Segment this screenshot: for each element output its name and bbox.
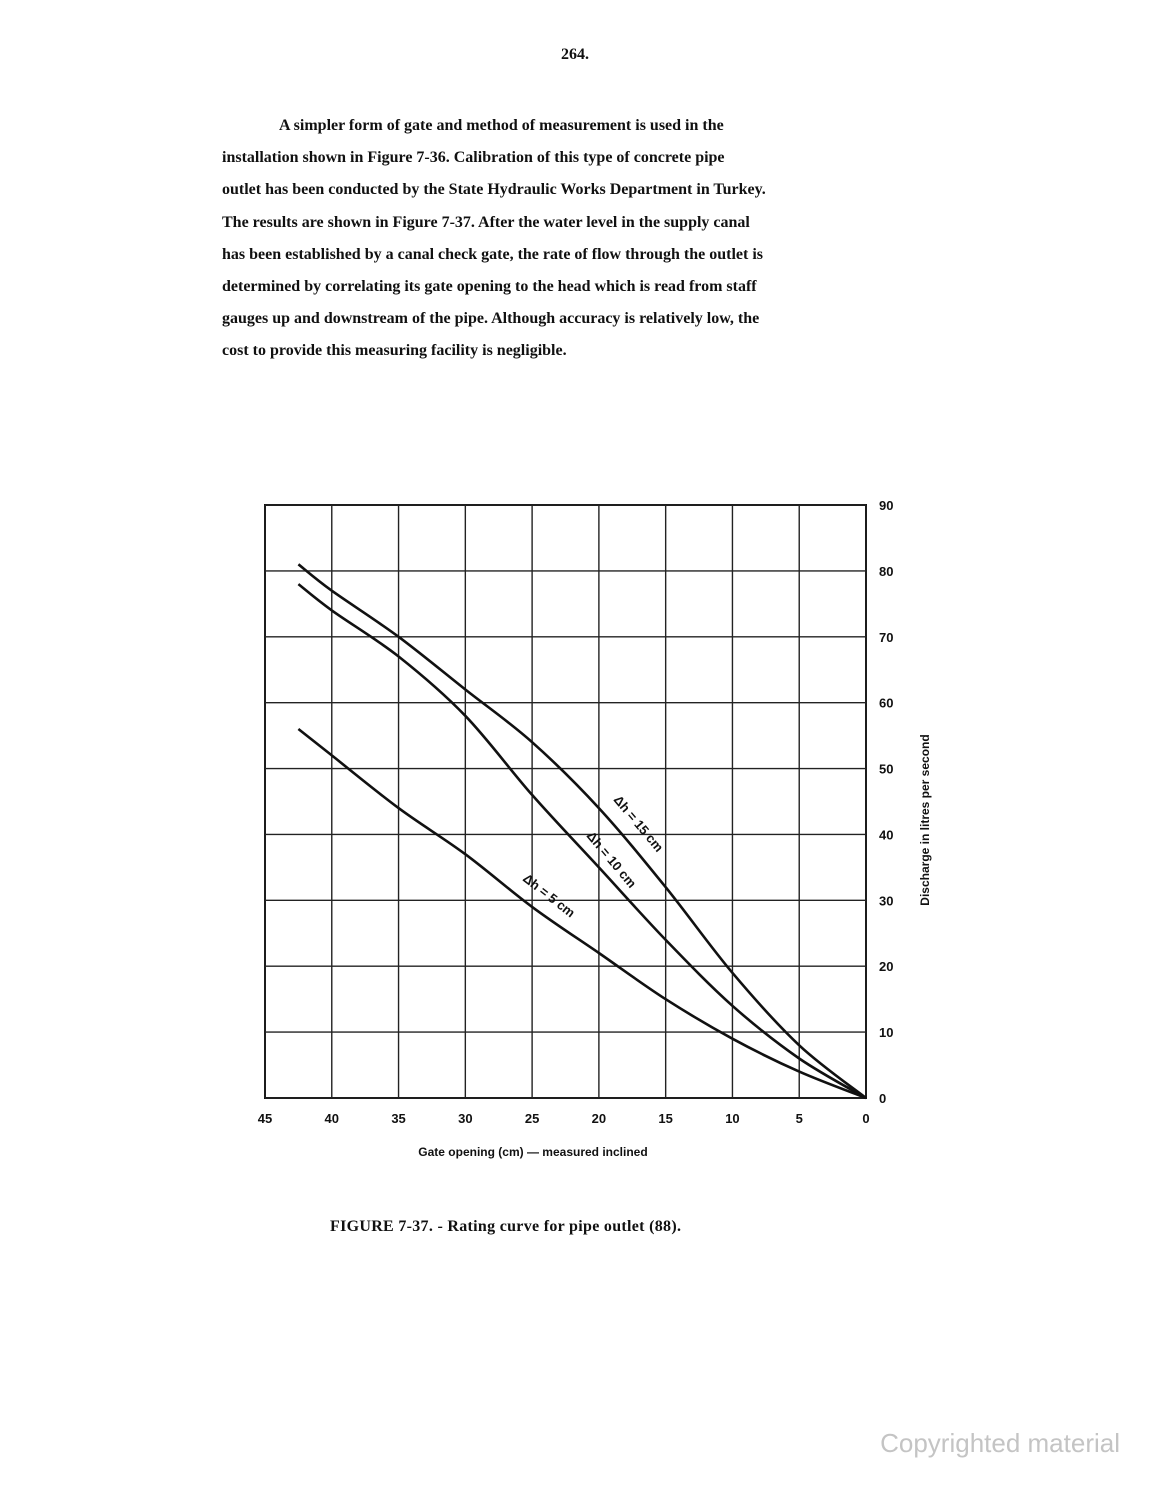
y-tick-label: 80 xyxy=(879,563,894,579)
series-label-dh-5cm: Δh = 5 cm xyxy=(520,870,579,921)
x-tick-label: 15 xyxy=(658,1111,673,1126)
copyright-watermark: Copyrighted material xyxy=(880,1428,1120,1458)
y-tick-label: 90 xyxy=(879,498,894,513)
body-line: cost to provide this measuring facility is negligible. xyxy=(222,342,567,360)
y-tick-label: 30 xyxy=(879,893,894,909)
chart-grid xyxy=(265,505,866,1098)
x-tick-label: 35 xyxy=(391,1111,406,1126)
x-tick-label: 0 xyxy=(862,1111,870,1126)
x-tick-label: 5 xyxy=(795,1111,803,1126)
x-tick-label: 45 xyxy=(257,1111,273,1126)
y-tick-label: 60 xyxy=(879,695,894,711)
series-label-dh-15cm: Δh = 15 cm xyxy=(610,792,667,855)
series-label-dh-10cm: Δh = 10 cm xyxy=(583,828,640,891)
y-tick-label: 50 xyxy=(879,761,894,777)
chart-curves xyxy=(298,564,866,1098)
body-line: installation shown in Figure 7-36. Calibration of this type of concrete pipe xyxy=(222,149,725,167)
body-line: determined by correlating its gate opening to the head which is read from staff xyxy=(222,278,757,296)
body-line: has been established by a canal check gate, the rate of flow through the outlet is xyxy=(222,245,764,263)
x-tick-label: 40 xyxy=(324,1111,340,1126)
body-line: gauges up and downstream of the pipe. Although accuracy is relatively low, the xyxy=(222,310,760,328)
page-number: 264. xyxy=(561,46,589,63)
series-line-dh-5cm xyxy=(298,729,866,1098)
y-tick-label: 20 xyxy=(879,959,894,975)
body-line: The results are shown in Figure 7-37. After the water level in the supply canal xyxy=(222,213,750,231)
x-tick-label: 25 xyxy=(524,1111,540,1126)
body-line: A simpler form of gate and method of measurement is used in the xyxy=(279,117,724,134)
y-tick-label: 10 xyxy=(879,1025,894,1041)
figure-caption: FIGURE 7-37. - Rating curve for pipe outlet (88). xyxy=(330,1218,682,1235)
y-tick-label: 70 xyxy=(879,629,894,645)
y-tick-label: 0 xyxy=(879,1091,887,1106)
x-axis-label: Gate opening (cm) — measured inclined xyxy=(418,1145,648,1159)
x-tick-label: 30 xyxy=(458,1111,473,1126)
plot-frame xyxy=(265,505,866,1098)
body-line: outlet has been conducted by the State Hydraulic Works Department in Turkey. xyxy=(222,181,766,199)
y-tick-label: 40 xyxy=(879,827,894,843)
chart-series-labels xyxy=(520,792,666,920)
x-tick-label: 10 xyxy=(725,1111,740,1126)
series-line-dh-10cm xyxy=(298,584,866,1098)
x-tick-label: 20 xyxy=(591,1111,607,1126)
y-axis-label: Discharge in litres per second xyxy=(918,734,932,906)
